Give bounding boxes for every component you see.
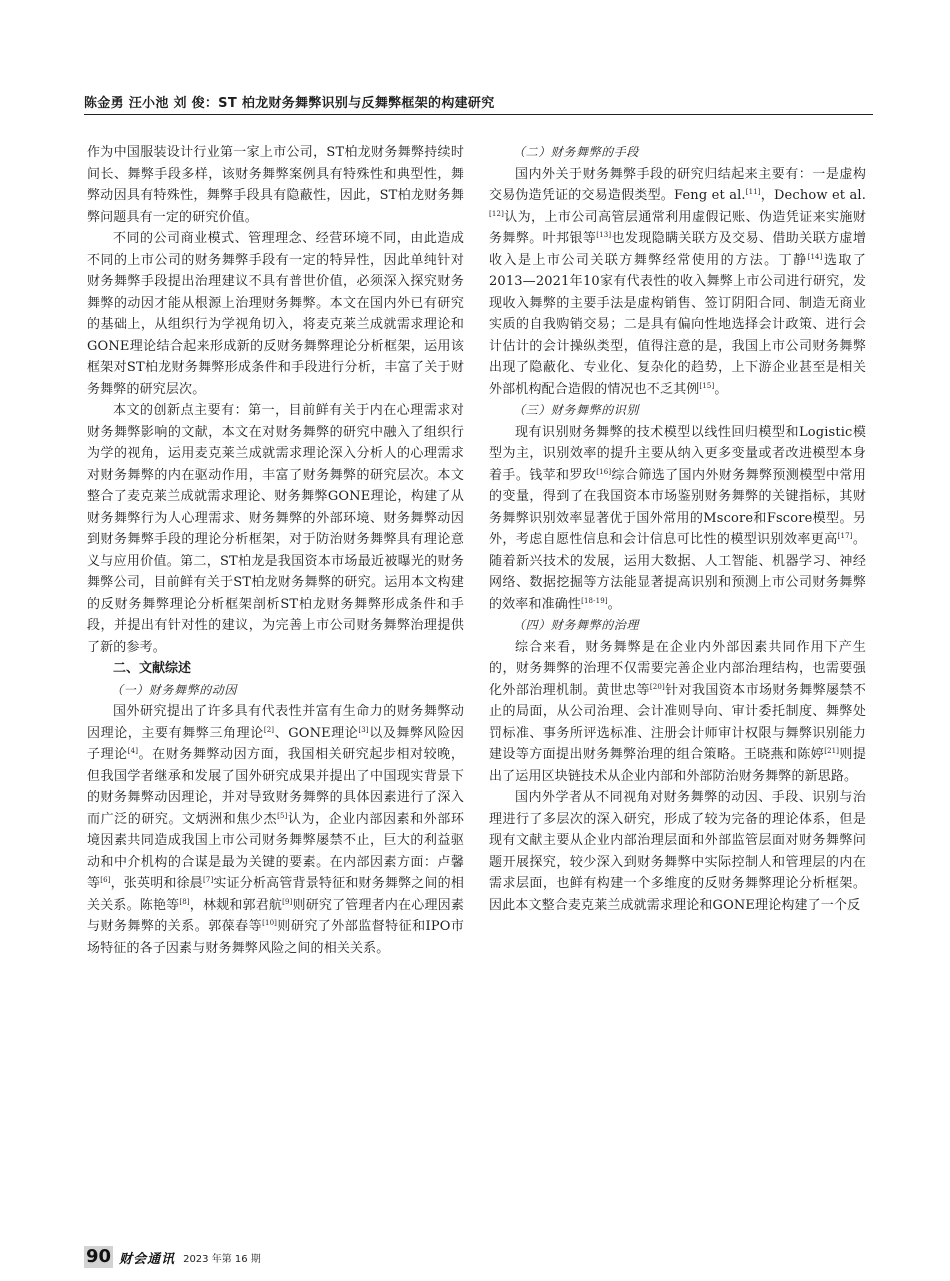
citation: [3] — [358, 725, 369, 734]
citation: [5] — [277, 811, 288, 820]
text-run: ，林觌和郭君航 — [189, 897, 283, 913]
citation: [9] — [282, 897, 293, 906]
text-run: 。在财务舞弊动因方面，我国相关研究起步相对较晚，但我国学者继承和发展了国外研究成果并提出了中国现实背景下的财务舞弊动因理论，并对导致财务舞弊的具体因素进行了深入而广泛的研究。文炳洲和焦少杰 — [87, 747, 465, 827]
text-run: 则研究了管理者内在心理因素与财务舞弊的关系。郭葆春等 — [87, 897, 464, 934]
left-column — [87, 142, 464, 959]
text-run: ，张英明和徐晨 — [110, 876, 203, 891]
citation: [10] — [262, 919, 278, 927]
right-column — [489, 142, 866, 916]
citation: [21] — [824, 747, 840, 755]
subsection-heading: （一）财务舞弊的动因 — [111, 682, 238, 697]
running-header: 陈金勇 汪小池 刘 俊：ST 柏龙财务舞弊识别与反舞弊框架的构建研究 — [84, 96, 495, 111]
paragraph: 国内外学者从不同视角对财务舞弊的动因、手段、识别与治理进行了多层次的深入研究，形成了较为完备的理论体系，但是现有文献主要从企业内部治理层面和外部监管层面对财务舞弊问题开展探究，较少深入到财务舞弊中实际控制人和管理层的内在需求层面，也鲜有构建一个多维度的反财务舞弊理论分析框架。因此本文整合麦克莱兰成就需求理论和GONE理论构建了一个反 — [489, 790, 866, 913]
issue-label: 2023 年第 16 期 — [183, 1253, 261, 1265]
subsection-heading: （三）财务舞弊的识别 — [513, 403, 640, 417]
citation: [2] — [263, 725, 275, 734]
text-run: 国内外关于财务舞弊手段的研究归结起来主要有：一是虚构交易伪造凭证的交易造假类型。Feng et al. — [489, 166, 866, 203]
text-run: 认为，上市公司高管层通常利用虚假记账、伪造凭证来实施财务舞弊。叶邦银等 — [489, 209, 866, 246]
text-run: 选取了2013—2021年10家有代表性的收入舞弊上市公司进行研究，发现收入舞弊的主要手法是虚构销售、签订阴阳合同、制造无商业实质的自我购销交易；二是具有偏向性地选择会计政策、进行会计估计的会计操纵类型，值得注意的是，我国上市公司财务舞弊出现了隐蔽化、专业化、复杂化的趋势，上下游企业甚至是相关外部机构配合造假的情况也不乏其例 — [489, 252, 866, 397]
text-run: 也发现隐瞒关联方及交易、借助关联方虚增收入是上市公司关联方舞弊经常使用的方法。丁静 — [489, 231, 866, 268]
paragraph — [489, 637, 866, 788]
text-run: 综合筛选了国内外财务舞弊预测模型中常用的变量，得到了在我国资本市场鉴别财务舞弊的关键指标，其财务舞弊识别效率显著优于国外常用的Mscore和Fscore模型。另外，考虑自愿性信息和会计信息可比性的模型识别效率更高 — [489, 467, 866, 547]
citation: [11] — [745, 188, 761, 196]
page-footer — [84, 1246, 261, 1268]
page-number: 90 — [86, 1246, 112, 1267]
text-run: 国外研究提出了许多具有代表性并富有生命力的财务舞弊动因理论，主要有舞弊三角理论 — [87, 704, 464, 741]
subsection-heading: （四）财务舞弊的治理 — [513, 618, 640, 632]
section-heading: 二、文献综述 — [113, 661, 192, 676]
citation: [15] — [699, 381, 715, 390]
citation: [8] — [179, 897, 190, 906]
citation: [13] — [596, 231, 612, 239]
citation: [6] — [100, 876, 111, 884]
subsection-heading: （二）财务舞弊的手段 — [513, 145, 640, 159]
paragraph: 作为中国服装设计行业第一家上市公司，ST柏龙财务舞弊持续时间长、舞弊手段多样，该财务舞弊案例具有特殊性和典型性，舞弊动因具有特殊性，舞弊手段具有隐蔽性，因此，ST柏龙财务舞弊问题具有一定的研究价值。 — [87, 145, 464, 225]
text-run: 认为，企业内部因素和外部环境因素共同造成我国上市公司财务舞弊屡禁不止，巨大的利益驱动和中介机构的合谋是最为关键的要素。在内部因素方面：卢馨等 — [87, 811, 465, 891]
text-run: 则研究了外部监督特征和IPO市场特征的各子因素与财务舞弊风险之间的相关关系。 — [87, 919, 465, 956]
paragraph: 本文的创新点主要有：第一，目前鲜有关于内在心理需求对财务舞弊影响的文献，本文在对财务舞弊的研究中融入了组织行为学的视角，运用麦克莱兰成就需求理论深入分析人的心理需求对财务舞弊的内在驱动作用，丰富了财务舞弊的研究层次。本文整合了麦克莱兰成就需求理论、财务舞弊GONE理论，构建了从财务舞弊行为人心理需求、财务舞弊的外部环境、财务舞弊动因到财务舞弊手段的理论分析框架，对于防治财务舞弊具有理论意义与应用价值。第二，ST柏龙是我国资本市场最近被曝光的财务舞弊公司，目前鲜有关于ST柏龙财务舞弊的研究。运用本文构建的反财务舞弊理论分析框架剖析ST柏龙财务舞弊形成条件和手段，并提出有针对性的建议，为完善上市公司财务舞弊治理提供了新的参考。 — [87, 403, 464, 655]
citation: [4] — [127, 747, 139, 755]
citation: [16] — [596, 467, 612, 476]
citation: [18-19] — [581, 596, 608, 605]
header-rule — [84, 114, 873, 115]
citation: [12] — [489, 209, 504, 218]
text-run: 则提出了运用区块链技术从企业内部和外部防治财务舞弊的新思路。 — [489, 747, 866, 784]
text-run: 、GONE理论 — [274, 725, 359, 741]
citation: [17] — [837, 532, 853, 540]
citation: [14] — [807, 252, 823, 261]
citation: [20] — [649, 682, 665, 691]
text-run: 现有识别财务舞弊的技术模型以线性回归模型和Logistic模型为主，识别效率的提升主要从纳入更多变量或者改进模型本身着手。钱苹和罗玫 — [489, 424, 866, 483]
text-run: 综合来看，财务舞弊是在企业内外部因素共同作用下产生的，财务舞弊的治理不仅需要完善企业内部治理结构，也需要强化外部治理机制。黄世忠等 — [489, 639, 866, 698]
text-run: 。 — [714, 381, 728, 397]
text-run: ，Dechow et al. — [760, 188, 867, 203]
journal-name: 财会通讯 — [119, 1251, 176, 1267]
text-run: 以及舞弊风险因子理论 — [87, 725, 464, 762]
text-run: 实证分析高管背景特征和财务舞弊之间的相关关系。陈艳等 — [87, 876, 464, 913]
paragraph: 不同的公司商业模式、管理理念、经营环境不同，由此造成不同的上市公司的财务舞弊手段有一定的特异性，因此单纯针对财务舞弊手段提出治理建议不具有普世价值，必须深入探究财务舞弊的动因才能从根源上治理财务舞弊。本文在国内外已有研究的基础上，从组织行为学视角切入，将麦克莱兰成就需求理论和GONE理论结合起来形成新的反财务舞弊理论分析框架，运用该框架对ST柏龙财务舞弊形成条件和手段进行分析，丰富了关于财务舞弊的研究层次。 — [87, 231, 464, 397]
citation: [7] — [202, 876, 214, 884]
text-run: 。 — [607, 596, 621, 612]
text-run: 针对我国资本市场财务舞弊屡禁不止的局面，从公司治理、会计准则导向、审计委托制度、舞弊处罚标准、事务所评选标准、注册会计师审计权限与舞弊识别能力建设等方面提出财务舞弊治理的组合策略。王晓燕和陈婷 — [489, 682, 866, 762]
paragraph — [489, 164, 866, 401]
paragraph — [87, 701, 464, 959]
paragraph — [489, 422, 866, 616]
text-run: 。随着新兴技术的发展，运用大数据、人工智能、机器学习、神经网络、数据挖掘等方法能显著提高识别和预测上市公司财务舞弊的效率和准确性 — [489, 532, 867, 612]
